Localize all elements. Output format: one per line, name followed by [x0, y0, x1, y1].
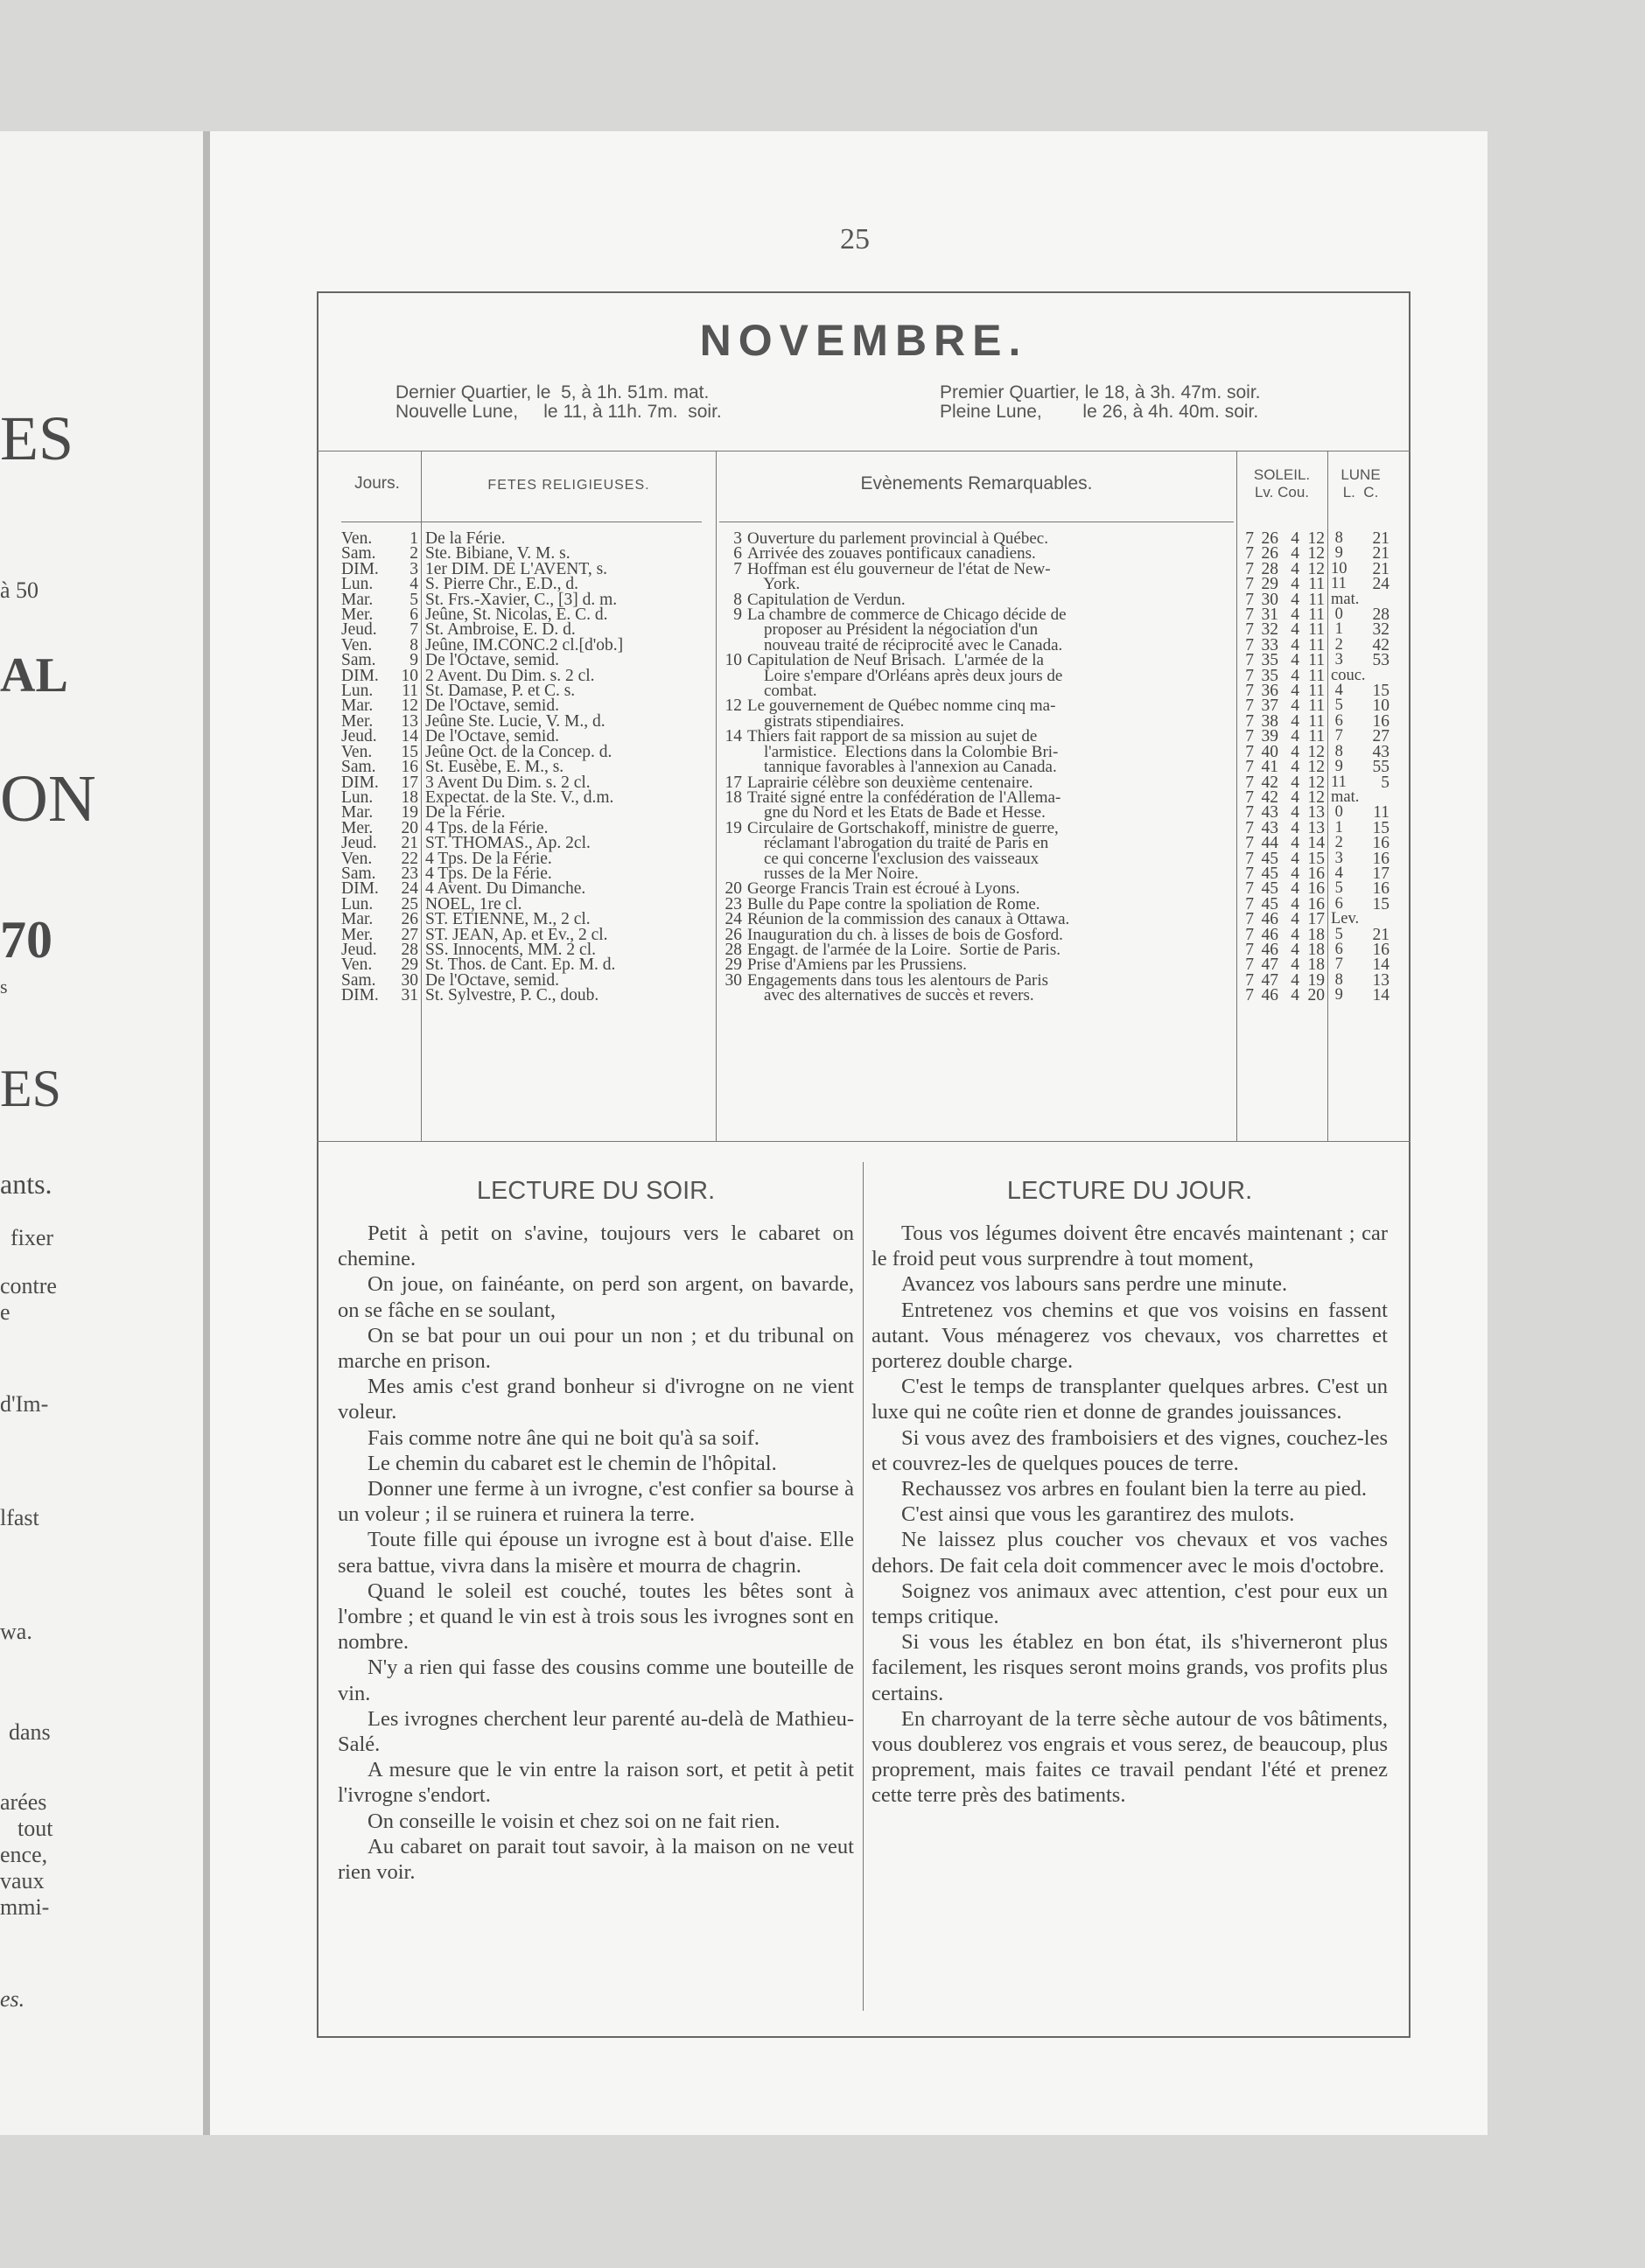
reading-paragraph: Petit à petit on s'avine, toujours vers le cabaret on chemine. [338, 1222, 854, 1271]
fragment-text: dans [9, 1719, 51, 1745]
moon-phases-left: Dernier Quartier, le 5, à 1h. 51m. mat. Nouvelle Lune, le 11, à 11h. 7m. soir. [396, 382, 722, 422]
month-title: NOVEMBRE. [699, 316, 1028, 365]
fragment-text: d'Im- [0, 1391, 49, 1417]
reading-paragraph: Quand le soleil est couché, toutes les bêtes sont à l'ombre ; et quand le vin est à trois sous les ivrognes sont en nombre. [338, 1578, 854, 1655]
fragment-text: 70 [0, 911, 52, 969]
fragment-text: es. [0, 1986, 25, 2012]
fragment-text: s [0, 976, 8, 998]
fragment-text: ants. [0, 1168, 52, 1200]
fragment-text: tout [18, 1816, 53, 1841]
reading-paragraph: On joue, on fainéante, on perd son argent, on bavarde, on se fâche en se soulant, [338, 1272, 854, 1322]
header-jours: Jours. [354, 474, 400, 493]
reading-paragraph: Soignez vos animaux avec attention, c'est pour eux un temps critique. [872, 1578, 1388, 1629]
moon-phases-right: Premier Quartier, le 18, à 3h. 47m. soir. Pleine Lune, le 26, à 4h. 40m. soir. [940, 382, 1261, 422]
table-bottom-rule [317, 1141, 1410, 1142]
table-column-divider [1327, 451, 1328, 1141]
reading-paragraph: Toute fille qui épouse un ivrogne est à bout d'aise. Elle sera battue, vivra dans la misère et mourra de chagrin. [338, 1528, 854, 1578]
reading-paragraph: Le chemin du cabaret est le chemin de l'hôpital. [368, 1451, 777, 1475]
fragment-text: ON [0, 762, 96, 836]
fragment-text: arées [0, 1789, 47, 1815]
evening-reading-title: LECTURE DU SOIR. [476, 1177, 716, 1205]
evening-reading [338, 1221, 854, 1885]
reading-column-divider [863, 1162, 864, 2011]
soleil-lever-minutes: 26 26 28 29 30 31 32 33 35 35 36 37 38 39 40 41 42 42 43 43 44 45 45 45 45 46 46 46 47 47 46 [1261, 529, 1278, 1005]
lune-lever: 8 9 10 11 mat. 0 1 2 3 couc. 4 5 6 7 8 9 11 mat. 0 1 2 3 4 5 6 Lev. 5 6 7 8 9 [1331, 529, 1366, 1004]
header-evenements: Evènements Remarquables. [860, 473, 1093, 494]
reading-paragraph: Tous vos légumes doivent être encavés maintenant ; car le froid peut vous surprendre à tout moment, [872, 1222, 1388, 1271]
reading-paragraph: Si vous les établez en bon état, ils s'hiverneront plus facilement, les risques seront moins grands, vos profits plus certains. [872, 1630, 1388, 1705]
reading-paragraph: Ne laissez plus coucher vos chevaux et vos vaches dehors. De fait cela doit commencer avec le mois d'octobre. [872, 1528, 1388, 1578]
table-top-rule [317, 451, 1410, 452]
calendar-event-dates: 3 6 7 8 9 10 12 14 17 18 19 20 23 24 26 28 29 30 [724, 529, 742, 990]
fragment-text: vaux [0, 1868, 45, 1894]
fragment-text: à 50 [0, 578, 39, 603]
reading-paragraph: A mesure que le vin entre la raison sort, et petit à petit l'ivrogne s'endort. [338, 1758, 854, 1808]
fragment-text: fixer [10, 1225, 54, 1250]
calendar-dates: 1 2 3 4 5 6 7 8 9 10 11 12 13 14 15 16 17 18 19 20 21 22 23 24 25 26 27 28 29 30 31 [401, 529, 418, 1005]
fragment-text: lfast [0, 1505, 39, 1530]
reading-paragraph: Au cabaret on parait tout savoir, à la maison on ne veut rien voir. [338, 1834, 854, 1885]
calendar-days: Ven. Sam. DIM. Lun. Mar. Mer. Jeud. Ven. Sam. DIM. Lun. Mar. Mer. Jeud. Ven. Sam. DIM. Lun. Mar. Mer. Jeud. Ven. Sam. DIM. Lun. Mar. Mer. Jeud. Ven. Sam. DIM. [341, 529, 379, 1005]
reading-paragraph: Rechaussez vos arbres en foulant bien la terre au pied. [901, 1477, 1367, 1502]
page-number: 25 [840, 223, 870, 256]
fragment-text: e [0, 1299, 10, 1325]
fragment-text: ence, [0, 1842, 48, 1867]
soleil-coucher-minutes: 12 12 12 11 11 11 11 11 11 11 11 11 11 11 12 12 12 12 13 13 14 15 16 16 16 17 18 18 18 19 20 [1307, 529, 1325, 1005]
calendar-fetes: De la Férie. Ste. Bibiane, V. M. s. 1er DIM. DE L'AVENT, s. S. Pierre Chr., E.D., d. St. Frs.-Xavier, C., [3] d. m. Jeûne, St. Nicolas, E. C. d. St. Ambroise, E. D. d. Jeûne, IM.CONC.2 cl.[d'ob.] De l'Octave, semid. 2 Avent. Du Dim. s. 2 cl. St. Damase, P. et C. s. De l'Octave, semid. Jeûne Ste. Lucie, V. M., d. De l'Octave, semid. Jeûne Oct. de la Concep. d. St. Eusèbe, E. M., s. 3 Avent Du Dim. s. 2 cl. Expectat. de la Ste. V., d.m. De la Férie. 4 Tps. de la Férie. ST. THOMAS., Ap. 2cl. 4 Tps. De la Férie. 4 Tps. De la Férie. 4 Avent. Du Dimanche. NOEL, 1re cl. ST. ETIENNE, M., 2 cl. ST. JEAN, Ap. et Ev., 2 cl. SS. Innocents, MM. 2 cl. St. Thos. de Cant. Ep. M. d. De l'Octave, semid. St. Sylvestre, P. C., doub. [425, 529, 624, 1005]
reading-paragraph: En charroyant de la terre sèche autour de vos bâtiments, vous doublerez vos engrais et vous serez, de beaucoup, plus proprement, mais faites ce travail pendant l'été et prenez cette terre près des batiments. [872, 1706, 1388, 1808]
page-binding [203, 131, 210, 2135]
fragment-text: AL [0, 648, 68, 703]
fragment-text: ES [0, 403, 74, 473]
facing-page-fragment [0, 131, 204, 2135]
day-reading [872, 1221, 1388, 1809]
header-soleil: SOLEIL. Lv. Cou. [1253, 466, 1311, 500]
reading-paragraph: N'y a rien qui fasse des cousins comme une bouteille de vin. [338, 1656, 854, 1705]
fragment-text: ES [0, 1060, 62, 1117]
reading-paragraph: Avancez vos labours sans perdre une minute. [901, 1272, 1288, 1297]
reading-paragraph: Les ivrognes cherchent leur parenté au-delà de Mathieu-Salé. [338, 1706, 854, 1757]
table-column-divider [716, 451, 717, 1141]
day-reading-title: LECTURE DU JOUR. [1006, 1177, 1253, 1205]
reading-paragraph: Mes amis c'est grand bonheur si d'ivrogne on ne vient voleur. [338, 1375, 854, 1424]
table-column-divider [1236, 451, 1237, 1141]
table-column-divider [421, 451, 422, 1141]
header-lune: LUNE L. C. [1340, 466, 1381, 500]
reading-paragraph: Donner une ferme à un ivrogne, c'est confier sa bourse à un voleur ; il se ruinera et ruinera la terre. [338, 1477, 854, 1527]
header-fetes: FETES RELIGIEUSES. [487, 478, 650, 493]
reading-paragraph: C'est ainsi que vous les garantirez des mulots. [901, 1502, 1295, 1527]
reading-paragraph: Entretenez vos chemins et que vos voisins en fassent autant. Vous ménagerez vos chevaux, vos charrettes et porterez double charge. [872, 1298, 1388, 1374]
soleil-coucher-heure: 4 4 4 4 4 4 4 4 4 4 4 4 4 4 4 4 4 4 4 4 4 4 4 4 4 4 4 4 4 4 4 [1291, 529, 1299, 1005]
reading-paragraph: Fais comme notre âne qui ne boit qu'à sa soif. [368, 1425, 760, 1450]
fragment-text: wa. [0, 1619, 32, 1644]
soleil-lever-heure: 7 7 7 7 7 7 7 7 7 7 7 7 7 7 7 7 7 7 7 7 7 7 7 7 7 7 7 7 7 7 7 [1245, 529, 1254, 1005]
lune-coucher: 21 21 21 24 28 32 42 53 15 10 16 27 43 55 5 11 15 16 16 17 16 15 21 16 14 13 14 [1372, 529, 1390, 1005]
calendar-events: Ouverture du parlement provincial à Québec. Arrivée des zouaves pontificaux canadiens. Hoffman est élu gouverneur de l'état de New- York. Capitulation de Verdun. La chambre de commerce de Chicago décide de proposer au Président la négociation d'un nouveau traité de réciprocité avec le Canada. Capitulation de Neuf Brisach. L'armée de la Loire s'empare d'Orléans après deux jours de combat. Le gouvernement de Québec nomme cinq ma- gistrats stipendiaires. Thiers fait rapport de sa mission au sujet de l'armistice. Elections dans la Colombie Bri- tannique favorables à l'annexion au Canada. Laprairie célèbre son deuxième centenaire. Traité signé entre la confédération de l'Allema- gne du Nord et les Etats de Bade et Hesse. Circulaire de Gortschakoff, ministre de guerre, réclamant l'abrogation du traité de Paris en ce qui concerne l'exclusion des vaisseaux russes de la Mer Noire. George Francis Train est écroué à Lyons. Bulle du Pape contre la spoliation de Rome. Réunion de la commission des canaux à Ottawa. Inauguration du ch. à lisses de bois de Gosford. Engagt. de l'armée de la Loire. Sortie de Paris. Prise d'Amiens par les Prussiens. Engagements dans tous les alentours de Paris avec des alternatives de succès et revers. [747, 529, 1070, 1005]
reading-paragraph: On conseille le voisin et chez soi on ne fait rien. [368, 1809, 780, 1833]
reading-paragraph: Si vous avez des framboisiers et des vignes, couchez-les et couvrez-les de quelques pouces de terre. [872, 1425, 1388, 1475]
reading-paragraph: C'est le temps de transplanter quelques arbres. C'est un luxe qui ne coûte rien et donne de grandes jouissances. [872, 1375, 1388, 1424]
reading-paragraph: On se bat pour un oui pour un non ; et du tribunal on marche en prison. [338, 1323, 854, 1374]
fragment-text: contre [0, 1273, 57, 1298]
fragment-text: mmi- [0, 1894, 50, 1920]
